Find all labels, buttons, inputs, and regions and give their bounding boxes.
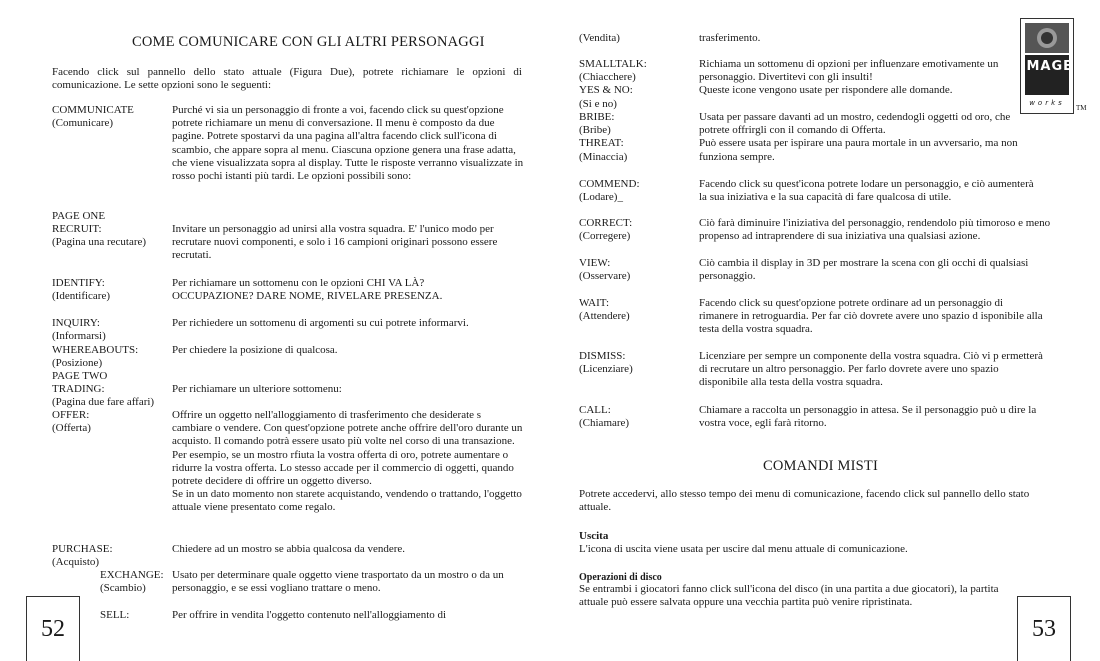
entry-label: PURCHASE: (Acquisto) [52, 543, 113, 569]
image-works-logo [1020, 18, 1074, 114]
entry-label: COMMUNICATE (Comunicare) [52, 104, 134, 130]
page-number: 53 [1017, 596, 1071, 661]
entry-label: WHEREABOUTS: (Posizione) PAGE TWO [52, 344, 139, 383]
disk-text: Se entrambi i giocatori fanno click sull'icona del disco (in una partita a due giocatori), la partita attuale può essere salvata oppure una vecchia partita può venire ripristinata. [579, 583, 999, 609]
entry-label: VIEW: (Osservare) [579, 257, 631, 283]
entry-text: Licenziare per sempre un componente della vostra squadra. Ciò vi p ermetterà di recrutare un altro personaggio. Per farlo dovrete avere uno spazio disponibile alla testa della vostra squadra. [699, 350, 1043, 389]
entry-text: Ciò cambia il display in 3D per mostrare la scena con gli occhi di qualsiasi personaggio. [699, 257, 1029, 283]
trademark: TM [1076, 104, 1087, 112]
entry-text: Usato per determinare quale oggetto viene trasportato da un mostro o da un personaggio, e se essi vogliano trattare o meno. [172, 569, 504, 595]
entry-label: PAGE ONE RECRUIT: (Pagina una recutare) [52, 210, 147, 249]
misc-intro: Potrete accedervi, allo stesso tempo dei menu di comunicazione, facendo click sul pannello dello stato attuale. [579, 488, 1030, 514]
entry-text: Chiedere ad un mostro se abbia qualcosa da vendere. [172, 543, 406, 555]
entry-text: Facendo click su quest'icona potrete lodare un personaggio, e ciò aumenterà la sua iniziativa e la sua capacità di fare qualcosa di utile. [699, 178, 1034, 204]
page-number: 52 [26, 596, 80, 661]
entry-label: WAIT: (Attendere) [579, 297, 630, 323]
entry-text: Purché vi sia un personaggio di fronte a voi, facendo click su quest'opzione potrete richiamare un menu di conversazione. Il menu è composto da due pagine. Potrete spostarvi da una pagina all'altra facendo click sull'icona di scambio, che appare sopra al menu. Ciascuna opzione genera una frase adatta, che viene visualizzata sopra al display. Tutte le risposte verranno visualizzate in rosso pochi istanti più tardi. Le opzioni possibili sono: [172, 104, 524, 183]
entry-text: Chiamare a raccolta un personaggio in attesa. Se il personaggio può u dire la vostra voce, egli farà ritorno. [699, 404, 1037, 430]
section-title: COME COMUNICARE CON GLI ALTRI PERSONAGGI [132, 34, 485, 50]
entry-text: Per offrire in vendita l'oggetto contenuto nell'alloggiamento di [172, 609, 447, 621]
entry-text: Per richiedere un sottomenu di argomenti su cui potrete informarvi. [172, 317, 469, 329]
left-page [0, 0, 550, 660]
entry-label: DISMISS: (Licenziare) [579, 350, 633, 376]
entry-text: Ciò farà diminuire l'iniziativa del personaggio, rendendolo più timoroso e meno propenso ad intraprendere di sua iniziativa una qualsiasi azione. [699, 217, 1051, 243]
entry-text: Offrire un oggetto nell'alloggiamento di trasferimento che desiderate s cambiare o vendere. Con quest'opzione potrete anche offrire dell'oro durante un acquisto. Il comando potrà essere usato più volte nel corso di una transazione. Per esempio, se un mostro rfiuta la vostra offerta di oro, potrete aumentare o ridurre la vostra offerta. Lo stesso accade per il commercio di oggetti, quando potrete decidere di offrire un oggetto diverso. Se in un dato momento non starete acquistando, vendendo o trattando, l'oggetto attuale viene presentato come regalo. [172, 409, 523, 514]
intro-paragraph: Facendo click sul pannello dello stato attuale (Figura Due), potrete richiamare le opzioni di comunicazione. Le sette opzioni sono le seguenti: [52, 66, 522, 92]
entry-text: Per richiamare un ulteriore sottomenu: [172, 383, 342, 395]
entry-label: OFFER: (Offerta) [52, 409, 91, 435]
entry-text: Richiama un sottomenu di opzioni per influenzare emotivamente un personaggio. Divertitevi con gli insulti! Queste icone vengono usate per rispondere alle domande. [699, 58, 999, 97]
entry-label: INQUIRY: (Informarsi) [52, 317, 106, 343]
entry-label: EXCHANGE: (Scambio) [100, 569, 164, 595]
entry-text: Per chiedere la posizione di qualcosa. [172, 344, 338, 356]
misc-title: COMANDI MISTI [763, 458, 878, 474]
exit-text: L'icona di uscita viene usata per uscire dal menu attuale di comunicazione. [579, 543, 908, 555]
entry-label: TRADING: (Pagina due fare affari) [52, 383, 155, 409]
entry-text: trasferimento. [699, 32, 761, 44]
entry-label: (Vendita) [579, 32, 620, 44]
entry-text: Usata per passare davanti ad un mostro, cedendogli oggetti od oro, che potrete offrirgli con il comando di Offerta. Può essere usata per ispirare una paura mortale in un avversario, ma non funziona sempre. [699, 111, 1018, 163]
logo-text: iMAGE [1021, 59, 1074, 74]
entry-text: Invitare un personaggio ad unirsi alla vostra squadra. E' l'unico modo per recrutare nuovi componenti, e solo i 16 campioni originari possono essere recrutati. [172, 223, 498, 262]
entry-label: CORRECT: (Corregere) [579, 217, 633, 243]
entry-label: BRIBE: (Bribe) THREAT: (Minaccia) [579, 111, 628, 163]
right-page [550, 0, 1100, 660]
entry-label: SELL: [100, 609, 130, 621]
entry-text: Facendo click su quest'opzione potrete ordinare ad un personaggio di rimanere in retroguardia. Per far ciò dovrete avere uno spazio d isponibile alla testa della vostra squadra. [699, 297, 1043, 336]
disk-heading: Operazioni di disco [579, 572, 662, 583]
entry-label: CALL: (Chiamare) [579, 404, 630, 430]
entry-label: COMMEND: (Lodare)_ [579, 178, 640, 204]
entry-text: Per richiamare un sottomenu con le opzioni CHI VA LÀ? OCCUPAZIONE? DARE NOME, RIVELARE PRESENZA. [172, 277, 443, 303]
logo-subtext: works [1029, 99, 1065, 107]
entry-label: SMALLTALK: (Chiacchere) YES & NO: (Si e no) [579, 58, 647, 110]
entry-label: IDENTIFY: (Identificare) [52, 277, 111, 303]
exit-heading: Uscita [579, 530, 609, 542]
